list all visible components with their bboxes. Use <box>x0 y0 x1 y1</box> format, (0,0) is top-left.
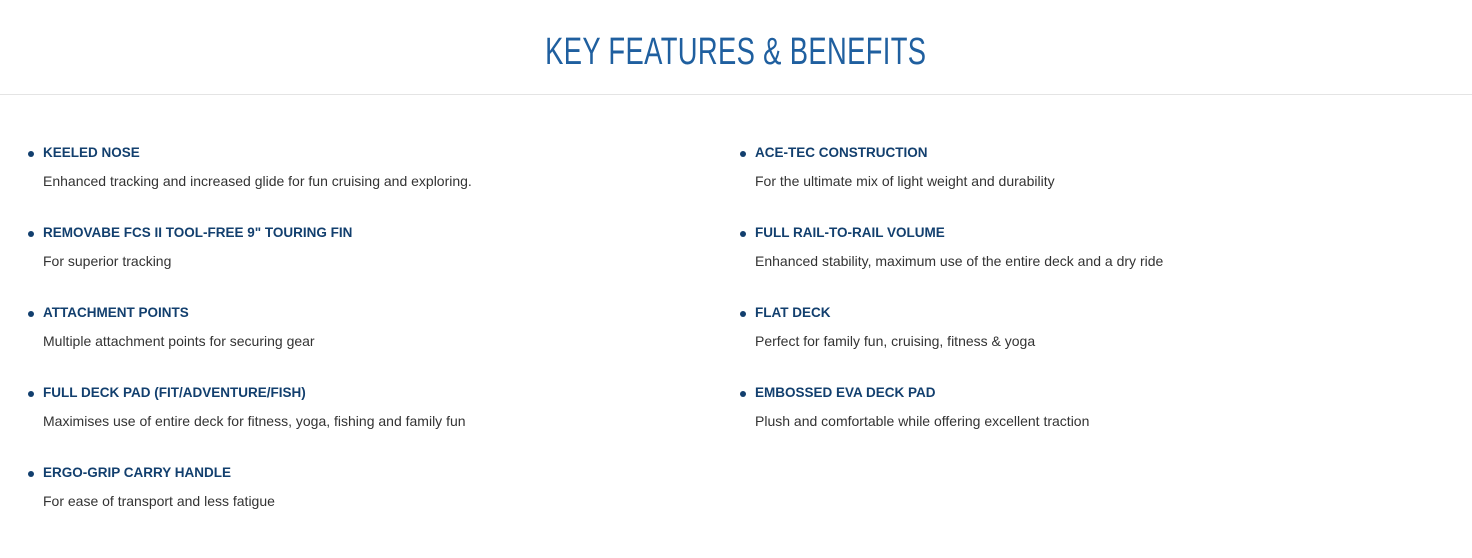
feature-description: Enhanced tracking and increased glide for fun cruising and exploring. <box>43 173 472 189</box>
bullet-icon <box>28 311 34 317</box>
feature-item <box>740 225 1440 305</box>
feature-description: Multiple attachment points for securing gear <box>43 333 315 349</box>
feature-description: Maximises use of entire deck for fitness, yoga, fishing and family fun <box>43 413 466 429</box>
features-column-right <box>740 145 1440 465</box>
feature-title: FULL RAIL-TO-RAIL VOLUME <box>755 225 945 240</box>
bullet-icon <box>28 231 34 237</box>
bullet-icon <box>740 311 746 317</box>
feature-item <box>28 145 708 225</box>
feature-title: FULL DECK PAD (FIT/ADVENTURE/FISH) <box>43 385 306 400</box>
feature-item <box>28 305 708 385</box>
feature-description: Plush and comfortable while offering excellent traction <box>755 413 1090 429</box>
feature-item <box>28 225 708 305</box>
feature-item <box>28 385 708 465</box>
bullet-icon <box>28 151 34 157</box>
bullet-icon <box>28 391 34 397</box>
feature-item <box>740 145 1440 225</box>
feature-title: KEELED NOSE <box>43 145 140 160</box>
feature-item <box>28 465 708 545</box>
feature-title: EMBOSSED EVA DECK PAD <box>755 385 936 400</box>
bullet-icon <box>740 391 746 397</box>
feature-title: ERGO-GRIP CARRY HANDLE <box>43 465 232 480</box>
bullet-icon <box>28 471 34 477</box>
feature-title: ATTACHMENT POINTS <box>43 305 189 320</box>
feature-description: Perfect for family fun, cruising, fitness & yoga <box>755 333 1036 349</box>
section-title: KEY FEATURES & BENEFITS <box>545 31 927 73</box>
feature-title: REMOVABE FCS II TOOL-FREE 9" TOURING FIN <box>43 225 353 240</box>
feature-description: For ease of transport and less fatigue <box>43 493 275 509</box>
feature-item <box>740 305 1440 385</box>
feature-description: For superior tracking <box>43 253 172 269</box>
section-header <box>0 0 1472 95</box>
feature-title: ACE-TEC CONSTRUCTION <box>755 145 928 160</box>
feature-item <box>740 385 1440 465</box>
bullet-icon <box>740 231 746 237</box>
bullet-icon <box>740 151 746 157</box>
features-column-left <box>28 145 708 545</box>
feature-description: Enhanced stability, maximum use of the entire deck and a dry ride <box>755 253 1164 269</box>
feature-title: FLAT DECK <box>755 305 831 320</box>
feature-description: For the ultimate mix of light weight and durability <box>755 173 1055 189</box>
